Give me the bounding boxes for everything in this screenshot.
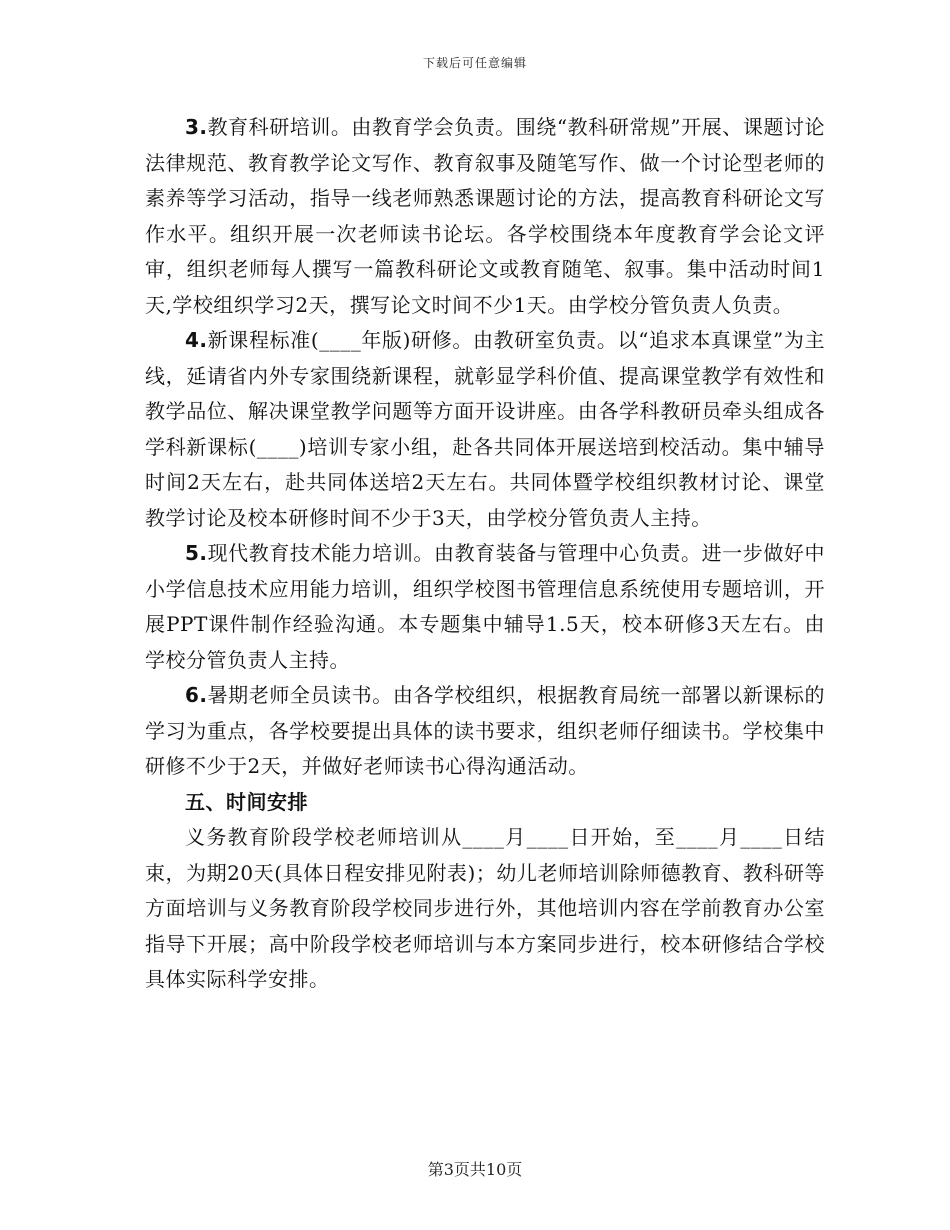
section-heading: 五、时间安排: [185, 789, 308, 814]
section-paragraph: 义务教育阶段学校老师培训从____月____日开始，至____月____日结束，为期20天(具体日程安排见附表)；幼儿老师培训除师德教育、教科研等方面培训与义务教育阶段学校同步进行外，其他培训内容在学前教育办公室指导下开展；高中阶段学校老师培训与本方案同步进行，校本研修结合学校具体实际科学安排。: [145, 825, 825, 991]
paragraph-item-4: [145, 323, 825, 536]
page-header: 下载后可任意编辑: [422, 56, 527, 70]
item-number: 3.: [185, 115, 208, 139]
item-number: 5.: [185, 541, 208, 565]
item-number: 6.: [185, 683, 208, 707]
item-text: 新课程标准(____年版)研修。由教研室负责。以“追求本真课堂”为主线，延请省内外专家围绕新课程，就彰显学科价值、提高课堂教学有效性和教学品位、解决课堂教学问题等方面开设讲座。由各学科教研员牵头组成各学科新课标(____)培训专家小组，赴各共同体开展送培到校活动。集中辅导时间2天左右，赴共同体送培2天左右。共同体暨学校组织教材讨论、课堂教学讨论及校本研修时间不少于3天，由学校分管负责人主持。: [145, 328, 825, 530]
paragraph-item-6: [145, 678, 825, 785]
document-body: [145, 110, 825, 998]
item-text: 教育科研培训。由教育学会负责。围绕“教科研常规”开展、课题讨论法律规范、教育教学论文写作、教育叙事及随笔写作、做一个讨论型老师的素养等学习活动，指导一线老师熟悉课题讨论的方法，提高教育科研论文写作水平。组织开展一次老师读书论坛。各学校围绕本年度教育学会论文评审，组织老师每人撰写一篇教科研论文或教育随笔、叙事。集中活动时间1天,学校组织学习2天，撰写论文时间不少1天。由学校分管负责人负责。: [145, 115, 825, 317]
item-text: 现代教育技术能力培训。由教育装备与管理中心负责。进一步做好中小学信息技术应用能力培训，组织学校图书管理信息系统使用专题培训，开展PPT课件制作经验沟通。本专题集中辅导1.5天，校本研修3天左右。由学校分管负责人主持。: [145, 541, 825, 672]
paragraph-item-5: [145, 536, 825, 678]
page-footer: 第3页共10页: [427, 1160, 523, 1179]
item-text: 暑期老师全员读书。由各学校组织，根据教育局统一部署以新课标的学习为重点，各学校要提出具体的读书要求，组织老师仔细读书。学校集中研修不少于2天，并做好老师读书心得沟通活动。: [145, 683, 825, 778]
item-number: 4.: [185, 328, 208, 352]
paragraph-item-3: [145, 110, 825, 323]
